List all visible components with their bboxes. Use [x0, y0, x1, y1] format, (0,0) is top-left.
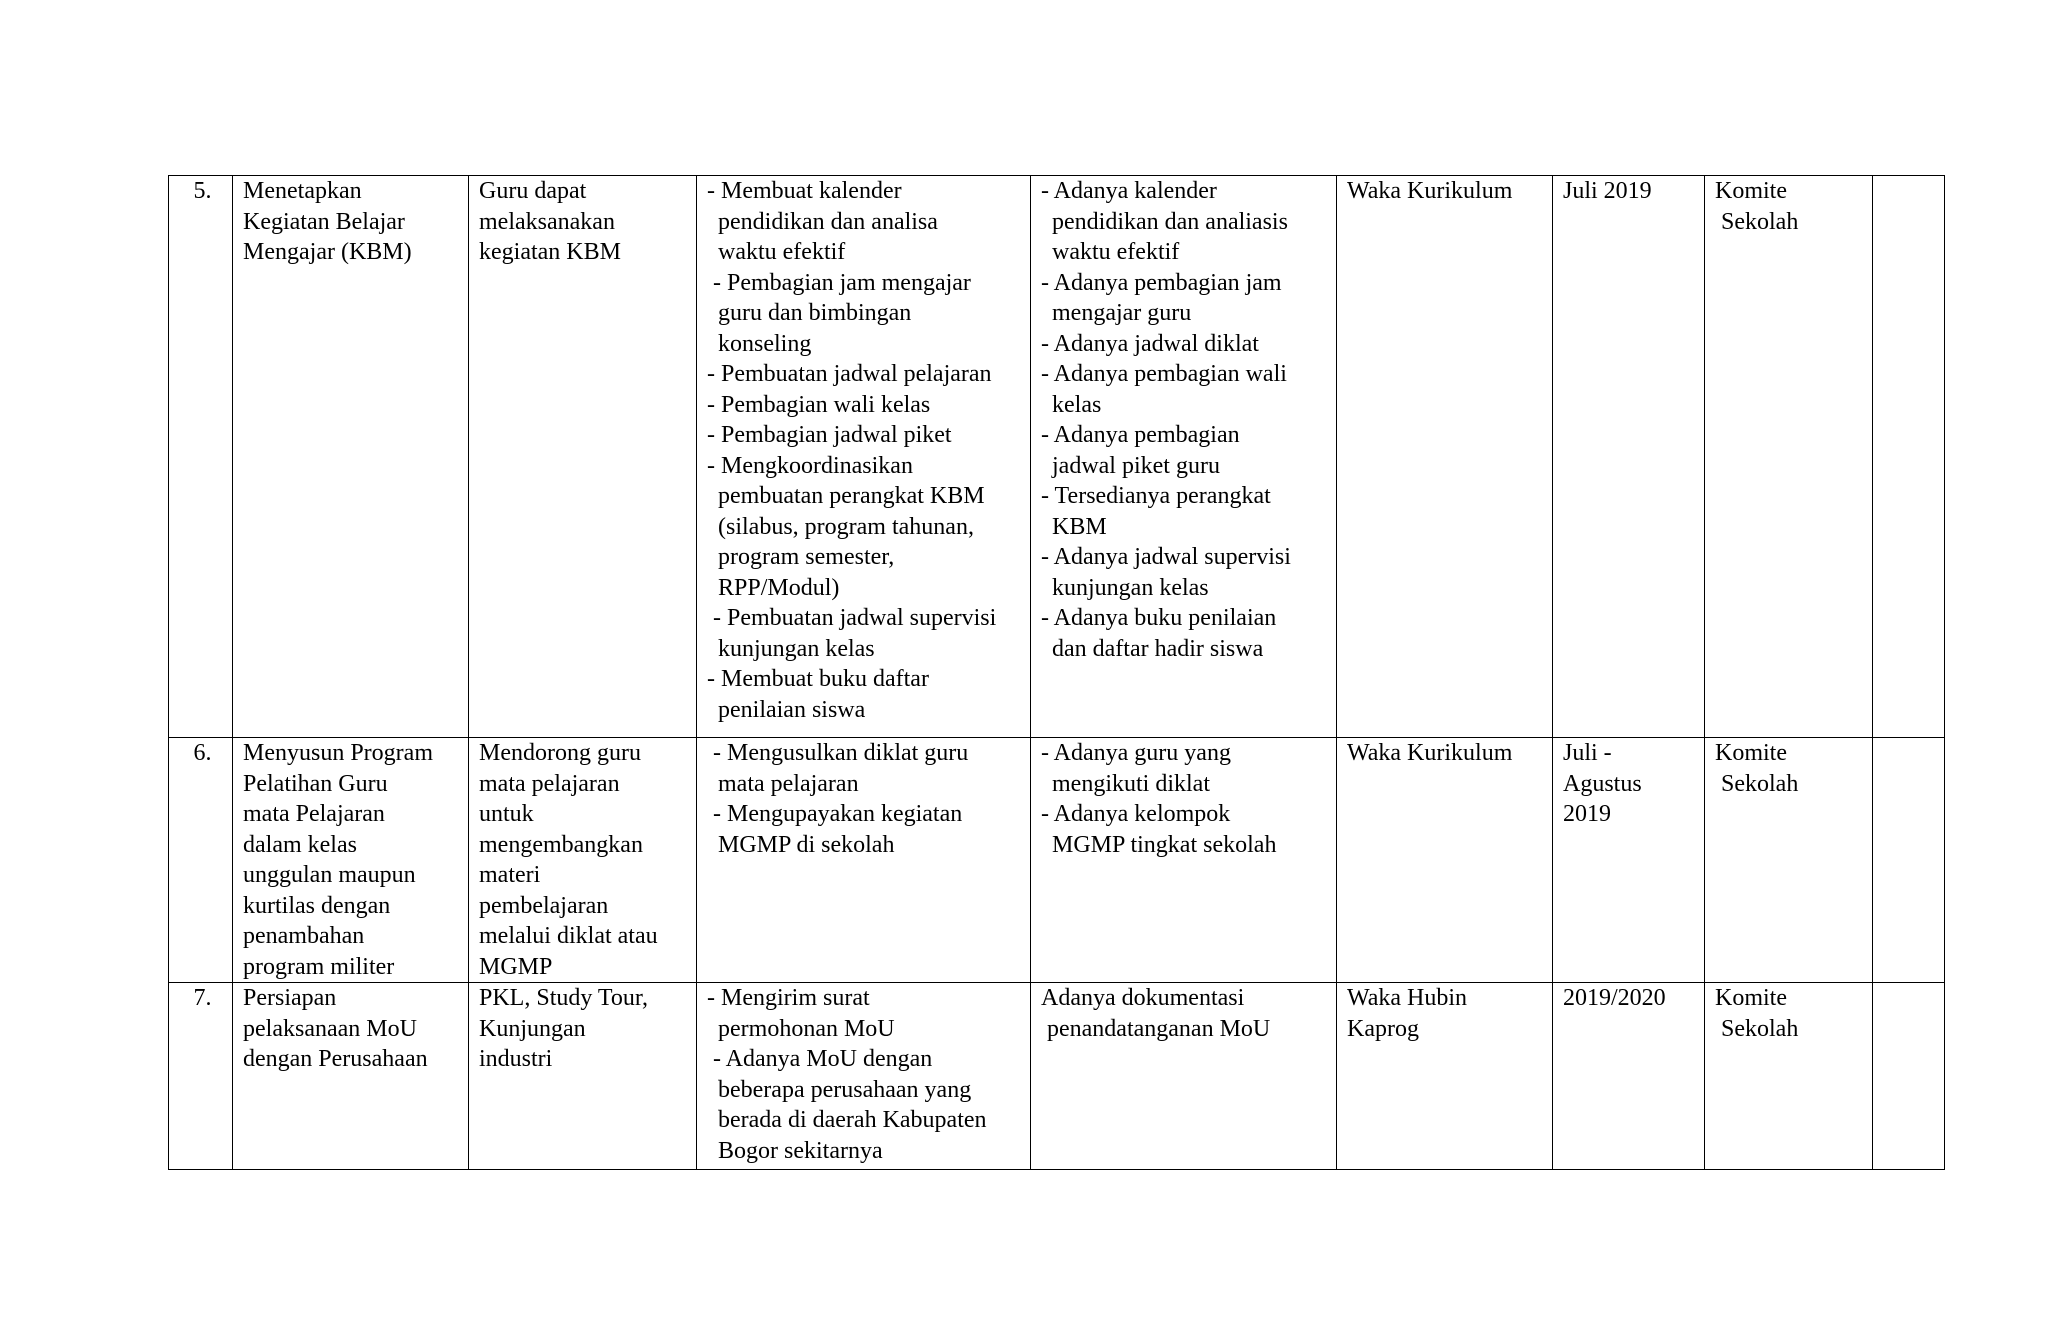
activity-line: berada di daerah Kabupaten	[718, 1107, 987, 1133]
responsible-line: Waka Hubin	[1347, 985, 1468, 1011]
activity-cell	[697, 983, 1031, 1170]
program-line: Menyusun Program	[243, 740, 433, 766]
goal-line: materi	[479, 862, 541, 888]
program-cell	[233, 176, 469, 738]
activity-line: kunjungan kelas	[718, 635, 875, 662]
indicator-line: - Adanya jadwal supervisi	[1041, 544, 1291, 570]
activity-line: - Mengkoordinasikan	[707, 452, 913, 479]
indicator-line: - Adanya guru yang	[1041, 740, 1231, 766]
table-body	[169, 176, 1945, 1170]
program-table	[168, 175, 1945, 1170]
responsible-line: Kaprog	[1347, 1015, 1419, 1042]
partner-line: Sekolah	[1721, 1015, 1799, 1042]
indicator-line: MGMP tingkat sekolah	[1052, 831, 1277, 858]
activity-line: - Membuat buku daftar	[707, 666, 929, 692]
goal-line: PKL, Study Tour,	[479, 985, 648, 1011]
indicator-line: - Tersedianya perangkat	[1041, 483, 1271, 509]
indicator-line: kelas	[1052, 391, 1102, 418]
time-line: Agustus	[1563, 770, 1642, 797]
time-cell	[1553, 983, 1705, 1170]
activity-line: program semester,	[718, 544, 895, 570]
activity-line: waktu efektif	[718, 239, 846, 265]
program-line: Persiapan	[243, 985, 337, 1011]
table-row	[169, 983, 1945, 1170]
activity-cell	[697, 176, 1031, 738]
activity-line: - Pembagian jam mengajar	[713, 269, 971, 296]
program-line: pelaksanaan MoU	[243, 1015, 417, 1042]
indicator-line: Adanya dokumentasi	[1041, 985, 1245, 1011]
program-line: dalam kelas	[243, 831, 357, 858]
time-cell	[1553, 738, 1705, 983]
indicator-line: - Adanya kelompok	[1041, 801, 1231, 827]
program-line: Menetapkan	[243, 178, 362, 204]
activity-line: - Mengirim surat	[707, 985, 870, 1011]
program-line: mata Pelajaran	[243, 801, 385, 827]
indicator-line: KBM	[1052, 513, 1107, 540]
program-cell	[233, 983, 469, 1170]
indicator-line: - Adanya pembagian jam	[1041, 269, 1282, 296]
time-cell	[1553, 176, 1705, 738]
activity-line: pembuatan perangkat KBM	[718, 483, 985, 509]
activity-line: penilaian siswa	[718, 696, 866, 723]
partner-line: Komite	[1715, 740, 1787, 766]
responsible-line: Waka Kurikulum	[1347, 178, 1513, 204]
indicator-line: penandatanganan MoU	[1047, 1015, 1271, 1042]
activity-line: mata pelajaran	[718, 770, 859, 797]
row-number-cell: 5.	[169, 176, 233, 738]
notes-cell	[1873, 983, 1945, 1170]
indicator-line: jadwal piket guru	[1052, 452, 1220, 479]
goal-line: kegiatan KBM	[479, 239, 621, 265]
program-cell	[233, 738, 469, 983]
responsible-cell	[1337, 738, 1553, 983]
goal-line: industri	[479, 1046, 553, 1072]
activity-line: - Pembuatan jadwal supervisi	[713, 605, 997, 631]
activity-line: - Pembagian jadwal piket	[707, 422, 952, 448]
activity-line: - Pembagian wali kelas	[707, 391, 931, 418]
indicator-line: - Adanya kalender	[1041, 178, 1217, 204]
activity-line: - Adanya MoU dengan	[713, 1046, 933, 1072]
goal-line: Guru dapat	[479, 178, 587, 204]
responsible-cell	[1337, 176, 1553, 738]
indicator-line: waktu efektif	[1052, 239, 1180, 265]
time-line: 2019/2020	[1563, 985, 1666, 1011]
table-row	[169, 176, 1945, 738]
indicator-line: - Adanya jadwal diklat	[1041, 330, 1259, 357]
activity-line: pendidikan dan analisa	[718, 208, 938, 235]
goal-line: MGMP	[479, 953, 553, 980]
partner-line: Komite	[1715, 178, 1787, 204]
program-line: Pelatihan Guru	[243, 770, 388, 797]
activity-line: MGMP di sekolah	[718, 831, 895, 858]
program-line: program militer	[243, 953, 395, 980]
notes-cell	[1873, 738, 1945, 983]
activity-cell	[697, 738, 1031, 983]
activity-line: permohonan MoU	[718, 1015, 895, 1042]
activity-line: guru dan bimbingan	[718, 300, 912, 326]
program-line: unggulan maupun	[243, 862, 416, 888]
partner-line: Komite	[1715, 985, 1787, 1011]
activity-line: RPP/Modul)	[718, 574, 840, 601]
table-row	[169, 738, 1945, 983]
notes-cell	[1873, 176, 1945, 738]
responsible-line: Waka Kurikulum	[1347, 740, 1513, 766]
goal-line: pembelajaran	[479, 892, 609, 919]
partner-line: Sekolah	[1721, 770, 1799, 797]
program-line: dengan Perusahaan	[243, 1046, 428, 1072]
indicator-line: - Adanya buku penilaian	[1041, 605, 1277, 631]
indicator-line: pendidikan dan analiasis	[1052, 208, 1288, 235]
indicator-line: - Adanya pembagian wali	[1041, 361, 1287, 387]
program-line: Mengajar (KBM)	[243, 239, 412, 265]
goal-line: melalui diklat atau	[479, 923, 658, 949]
indicator-cell	[1031, 738, 1337, 983]
activity-line: - Mengupayakan kegiatan	[713, 801, 963, 827]
activity-line: - Mengusulkan diklat guru	[713, 740, 969, 766]
activity-line: konseling	[718, 330, 812, 357]
goal-line: Mendorong guru	[479, 740, 641, 766]
program-line: kurtilas dengan	[243, 892, 391, 919]
time-line: Juli 2019	[1563, 178, 1652, 204]
indicator-line: kunjungan kelas	[1052, 574, 1209, 601]
row-number-cell: 6.	[169, 738, 233, 983]
goal-line: mata pelajaran	[479, 770, 620, 797]
indicator-cell	[1031, 983, 1337, 1170]
indicator-line: mengikuti diklat	[1052, 770, 1210, 797]
activity-line: (silabus, program tahunan,	[718, 513, 974, 540]
partner-line: Sekolah	[1721, 208, 1799, 235]
goal-cell	[469, 983, 697, 1170]
goal-cell	[469, 738, 697, 983]
responsible-cell	[1337, 983, 1553, 1170]
goal-line: mengembangkan	[479, 831, 643, 858]
indicator-line: dan daftar hadir siswa	[1052, 635, 1264, 662]
time-line: Juli -	[1563, 740, 1612, 766]
goal-cell	[469, 176, 697, 738]
indicator-line: - Adanya pembagian	[1041, 422, 1240, 448]
indicator-cell	[1031, 176, 1337, 738]
goal-line: untuk	[479, 801, 534, 827]
activity-line: - Pembuatan jadwal pelajaran	[707, 361, 992, 387]
program-line: penambahan	[243, 923, 365, 949]
partner-cell	[1705, 176, 1873, 738]
partner-cell	[1705, 738, 1873, 983]
activity-line: - Membuat kalender	[707, 178, 902, 204]
activity-line: Bogor sekitarnya	[718, 1137, 883, 1164]
partner-cell	[1705, 983, 1873, 1170]
row-number-cell: 7.	[169, 983, 233, 1170]
activity-line: beberapa perusahaan yang	[718, 1076, 972, 1103]
time-line: 2019	[1563, 801, 1611, 827]
indicator-line: mengajar guru	[1052, 300, 1192, 326]
program-line: Kegiatan Belajar	[243, 208, 405, 235]
goal-line: Kunjungan	[479, 1015, 586, 1042]
goal-line: melaksanakan	[479, 208, 615, 235]
